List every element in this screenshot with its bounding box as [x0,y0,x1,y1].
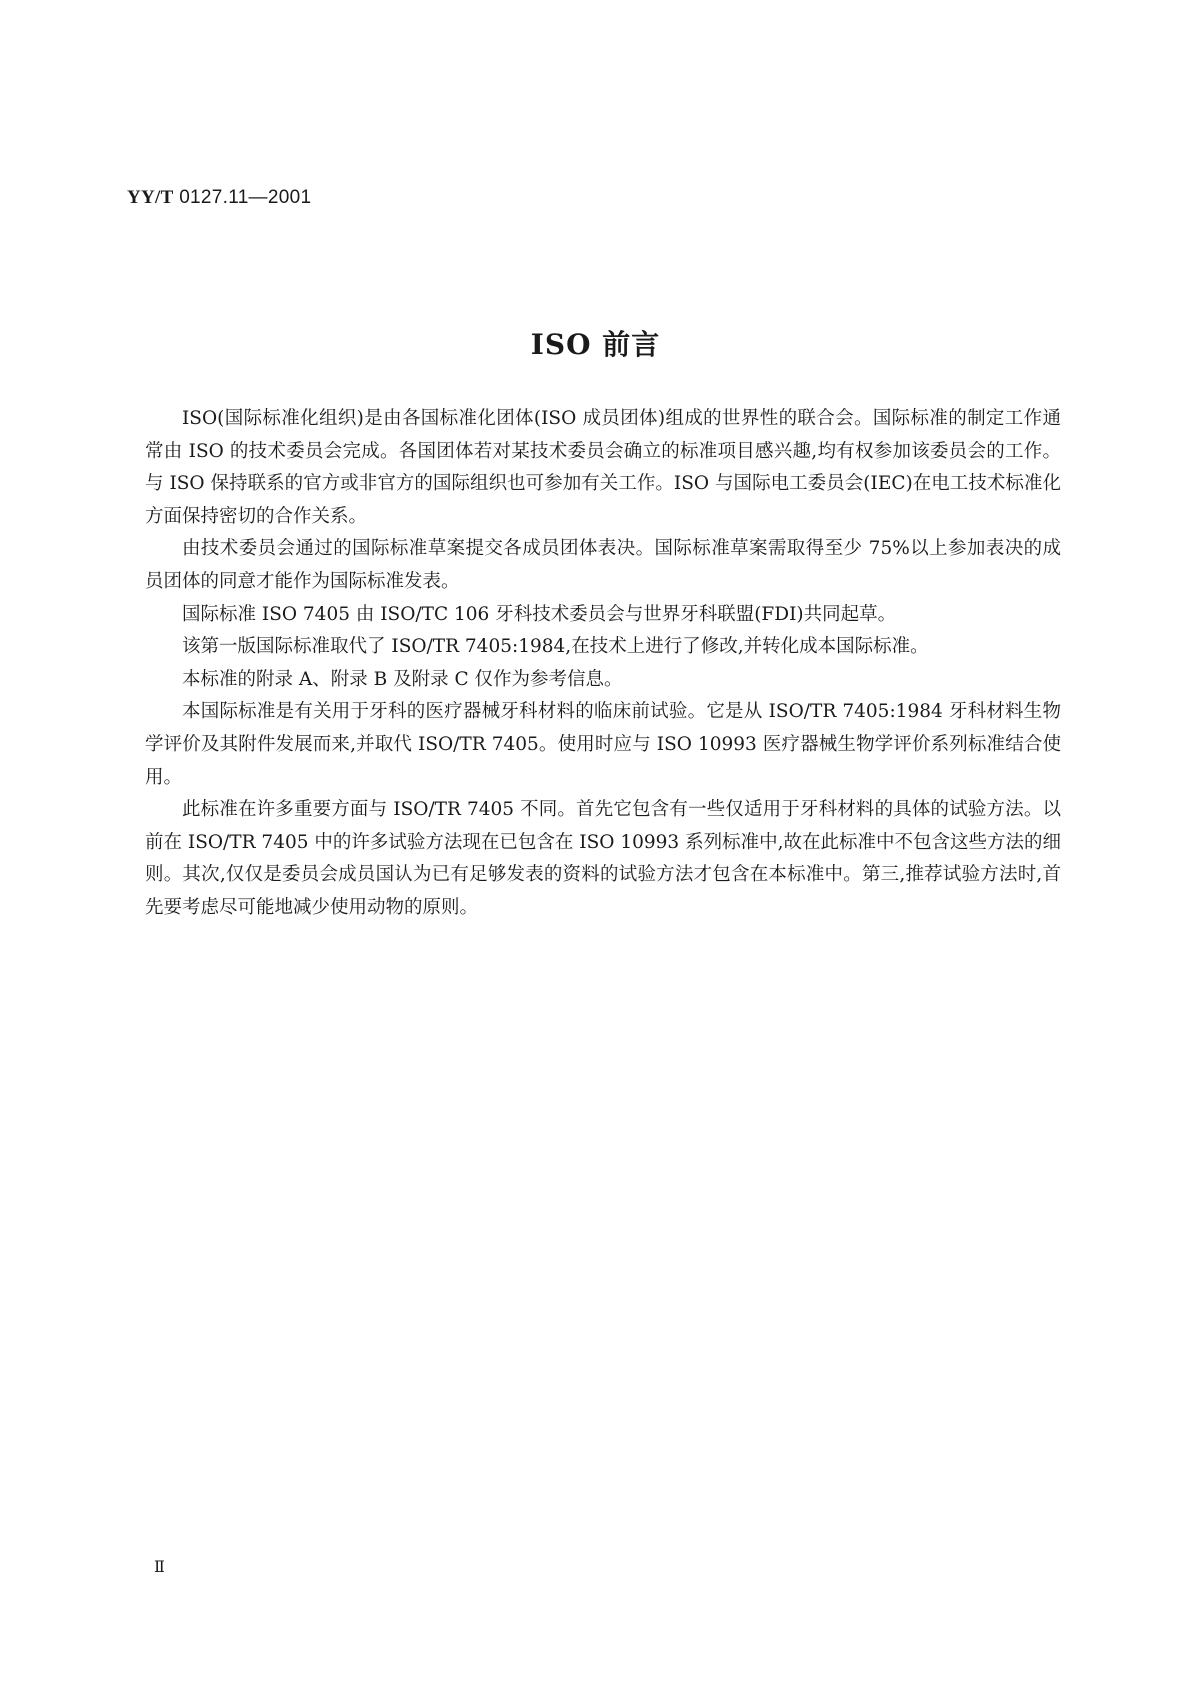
paragraph-annexes: 本标准的附录 A、附录 B 及附录 C 仅作为参考信息。 [182,668,623,690]
standard-number: 0127.11—2001 [173,187,312,208]
foreword-body [145,403,1061,925]
standard-prefix: YY/T [127,187,174,208]
paragraph-iso-intro: ISO(国际标准化组织)是由各国标准化团体(ISO 成员团体)组成的世界性的联合会。国际标准的制定工作通常由 ISO 的技术委员会完成。各国团体若对某技术委员会确立的标准项目感兴趣,均有权参加该委员会的工作。与 ISO 保持联系的官方或非官方的国际组织也可参加有关工作。ISO 与国际电工委员会(IEC)在电工技术标准化方面保持密切的合作关系。 [145,408,1061,527]
paragraph-drafting: 国际标准 ISO 7405 由 ISO/TC 106 牙科技术委员会与世界牙科联盟(FDI)共同起草。 [182,603,897,625]
page-number: Ⅱ [154,1557,165,1576]
page-title: ISO 前言 [530,328,661,361]
document-code [127,187,311,209]
paragraph-differences: 此标准在许多重要方面与 ISO/TR 7405 不同。首先它包含有一些仅适用于牙科材料的具体的试验方法。以前在 ISO/TR 7405 中的许多试验方法现在已包含在 ISO 10993 系列标准中,故在此标准中不包含这些方法的细则。其次,仅仅是委员会成员国认为已有足够发表的资料的试验方法才包含在本标准中。第三,推荐试验方法时,首先要考虑尽可能地减少使用动物的原则。 [145,799,1061,918]
paragraph-edition: 该第一版国际标准取代了 ISO/TR 7405:1984,在技术上进行了修改,并转化成本国际标准。 [182,636,929,658]
paragraph-scope: 本国际标准是有关用于牙科的医疗器械牙科材料的临床前试验。它是从 ISO/TR 7405:1984 牙科材料生物学评价及其附件发展而来,并取代 ISO/TR 7405。使用时应与 ISO 10993 医疗器械生物学评价系列标准结合使用。 [145,701,1061,788]
paragraph-voting: 由技术委员会通过的国际标准草案提交各成员团体表决。国际标准草案需取得至少 75%以上参加表决的成员团体的同意才能作为国际标准发表。 [145,538,1061,592]
